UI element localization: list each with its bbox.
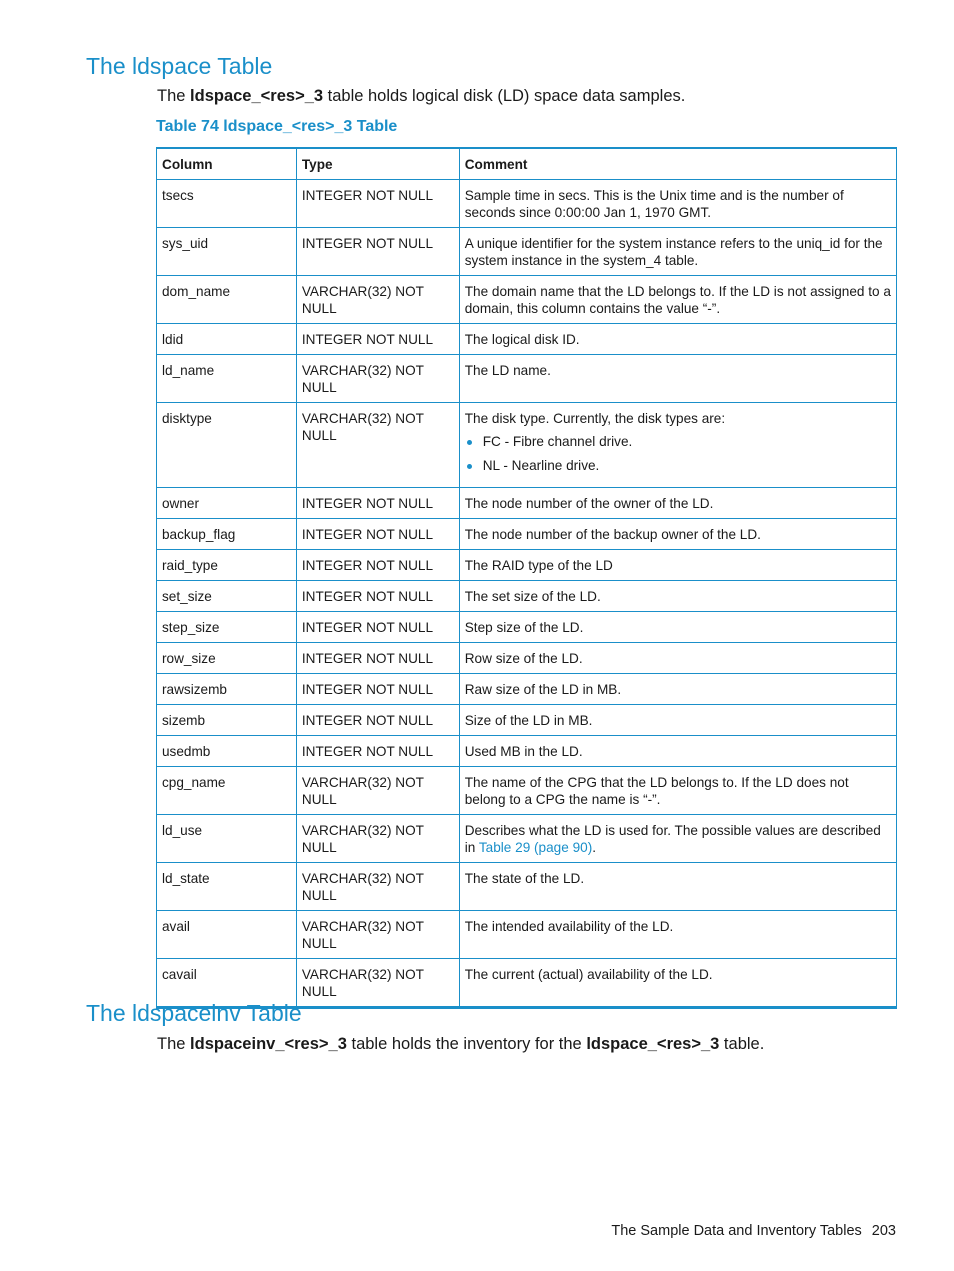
table-row	[157, 519, 897, 550]
table-row	[157, 863, 897, 911]
table-row	[157, 355, 897, 403]
cell-comment	[459, 228, 896, 276]
comment-text: The state of the LD.	[464, 871, 585, 886]
table-row	[157, 180, 897, 228]
cell-comment	[459, 959, 896, 1008]
cell-type: VARCHAR(32) NOT NULL	[296, 815, 459, 863]
comment-text: Describes what the LD is used for. The possible values are described in	[464, 823, 881, 855]
cell-type: INTEGER NOT NULL	[296, 550, 459, 581]
cell-comment	[459, 355, 896, 403]
comment-text: Sample time in secs. This is the Unix time and is the number of seconds since 0:00:00 Jan 1, 1970 GMT.	[464, 188, 844, 220]
table-row	[157, 612, 897, 643]
list-item: FC - Fibre channel drive.	[483, 433, 891, 450]
cell-type: VARCHAR(32) NOT NULL	[296, 355, 459, 403]
table-row	[157, 705, 897, 736]
comment-text: Raw size of the LD in MB.	[464, 682, 622, 697]
cell-column-name: sizemb	[157, 705, 297, 736]
cell-type: VARCHAR(32) NOT NULL	[296, 863, 459, 911]
ldspace-intro: The ldspace_<res>_3 table holds logical disk (LD) space data samples.	[157, 87, 686, 105]
cell-comment	[459, 705, 896, 736]
comment-text: A unique identifier for the system instance refers to the uniq_id for the system instance in the system_4 table.	[464, 236, 883, 268]
cell-column-name: row_size	[157, 643, 297, 674]
table-row	[157, 228, 897, 276]
table-row	[157, 488, 897, 519]
cell-comment	[459, 488, 896, 519]
table-row	[157, 736, 897, 767]
page-footer	[611, 1223, 896, 1239]
column-header-comment: Comment	[459, 148, 896, 180]
table-row	[157, 550, 897, 581]
table-row	[157, 324, 897, 355]
table-row	[157, 767, 897, 815]
cell-column-name: backup_flag	[157, 519, 297, 550]
table-row	[157, 276, 897, 324]
cell-type: VARCHAR(32) NOT NULL	[296, 767, 459, 815]
cell-type: INTEGER NOT NULL	[296, 705, 459, 736]
cell-comment	[459, 550, 896, 581]
cell-column-name: tsecs	[157, 180, 297, 228]
cell-column-name: raid_type	[157, 550, 297, 581]
cell-type: INTEGER NOT NULL	[296, 612, 459, 643]
comment-text: The RAID type of the LD	[464, 558, 613, 573]
section-title-ldspace: The ldspace Table	[86, 53, 273, 79]
cell-comment	[459, 403, 896, 488]
comment-text: The domain name that the LD belongs to. If the LD is not assigned to a domain, this column contains the value “-”.	[464, 284, 891, 316]
cell-type: INTEGER NOT NULL	[296, 643, 459, 674]
cell-comment	[459, 519, 896, 550]
cell-comment	[459, 643, 896, 674]
cell-type: INTEGER NOT NULL	[296, 324, 459, 355]
cell-column-name: dom_name	[157, 276, 297, 324]
table-name-bold: ldspace_<res>_3	[586, 1035, 720, 1053]
column-header-type: Type	[296, 148, 459, 180]
cell-type: INTEGER NOT NULL	[296, 228, 459, 276]
cell-column-name: avail	[157, 911, 297, 959]
cell-comment	[459, 180, 896, 228]
comment-text: The node number of the backup owner of the LD.	[464, 527, 761, 542]
comment-text: The name of the CPG that the LD belongs to. If the LD does not belong to a CPG the name is “-”.	[464, 775, 849, 807]
table-row	[157, 403, 897, 488]
comment-text: The current (actual) availability of the LD.	[464, 967, 713, 982]
table-name-bold: ldspace_<res>_3	[190, 87, 324, 105]
ldspaceinv-intro: The ldspaceinv_<res>_3 table holds the inventory for the ldspace_<res>_3 table.	[157, 1035, 765, 1053]
cell-comment	[459, 911, 896, 959]
cell-type: VARCHAR(32) NOT NULL	[296, 403, 459, 488]
cell-column-name: cavail	[157, 959, 297, 1008]
table-header-row	[157, 148, 897, 180]
cell-column-name: disktype	[157, 403, 297, 488]
cell-comment	[459, 736, 896, 767]
cell-comment	[459, 581, 896, 612]
cell-type: VARCHAR(32) NOT NULL	[296, 276, 459, 324]
table-row	[157, 643, 897, 674]
column-header-column: Column	[157, 148, 297, 180]
cell-comment	[459, 863, 896, 911]
cell-column-name: usedmb	[157, 736, 297, 767]
cell-comment	[459, 815, 896, 863]
table-row	[157, 911, 897, 959]
cell-type: VARCHAR(32) NOT NULL	[296, 959, 459, 1008]
comment-text: Step size of the LD.	[464, 620, 584, 635]
cell-comment	[459, 674, 896, 705]
comment-text: The intended availability of the LD.	[464, 919, 674, 934]
cell-type: INTEGER NOT NULL	[296, 674, 459, 705]
cell-comment	[459, 324, 896, 355]
comment-text: Used MB in the LD.	[464, 744, 583, 759]
cell-column-name: sys_uid	[157, 228, 297, 276]
cell-column-name: ld_name	[157, 355, 297, 403]
table-row	[157, 815, 897, 863]
cell-column-name: ld_use	[157, 815, 297, 863]
cell-column-name: ldid	[157, 324, 297, 355]
comment-text: Row size of the LD.	[464, 651, 583, 666]
cell-comment	[459, 276, 896, 324]
cell-type: INTEGER NOT NULL	[296, 519, 459, 550]
cell-type: INTEGER NOT NULL	[296, 581, 459, 612]
comment-text: The LD name.	[464, 363, 551, 378]
table-name-bold: ldspaceinv_<res>_3	[190, 1035, 347, 1053]
list-item: NL - Nearline drive.	[483, 457, 891, 474]
cell-column-name: owner	[157, 488, 297, 519]
comment-text: The set size of the LD.	[464, 589, 601, 604]
comment-text: Size of the LD in MB.	[464, 713, 593, 728]
cell-type: INTEGER NOT NULL	[296, 488, 459, 519]
table-caption: Table 74 ldspace_<res>_3 Table	[156, 118, 398, 135]
cell-type: INTEGER NOT NULL	[296, 180, 459, 228]
cell-comment	[459, 612, 896, 643]
ldspace-table	[156, 147, 897, 1009]
cell-column-name: ld_state	[157, 863, 297, 911]
comment-text-after: .	[592, 840, 597, 855]
disk-type-list	[465, 433, 891, 474]
cell-column-name: set_size	[157, 581, 297, 612]
cell-type: INTEGER NOT NULL	[296, 736, 459, 767]
cell-column-name: rawsizemb	[157, 674, 297, 705]
table-reference-link[interactable]: Table 29 (page 90)	[478, 840, 593, 855]
cell-type: VARCHAR(32) NOT NULL	[296, 911, 459, 959]
table-row	[157, 674, 897, 705]
page-number: 203	[871, 1223, 896, 1239]
section-title-ldspaceinv: The ldspaceinv Table	[86, 1000, 302, 1026]
comment-text: The node number of the owner of the LD.	[464, 496, 714, 511]
table-row	[157, 581, 897, 612]
comment-text: The disk type. Currently, the disk types are:	[464, 411, 726, 426]
cell-column-name: step_size	[157, 612, 297, 643]
comment-text: The logical disk ID.	[464, 332, 580, 347]
cell-column-name: cpg_name	[157, 767, 297, 815]
cell-comment	[459, 767, 896, 815]
footer-chapter-title: The Sample Data and Inventory Tables	[611, 1223, 862, 1239]
